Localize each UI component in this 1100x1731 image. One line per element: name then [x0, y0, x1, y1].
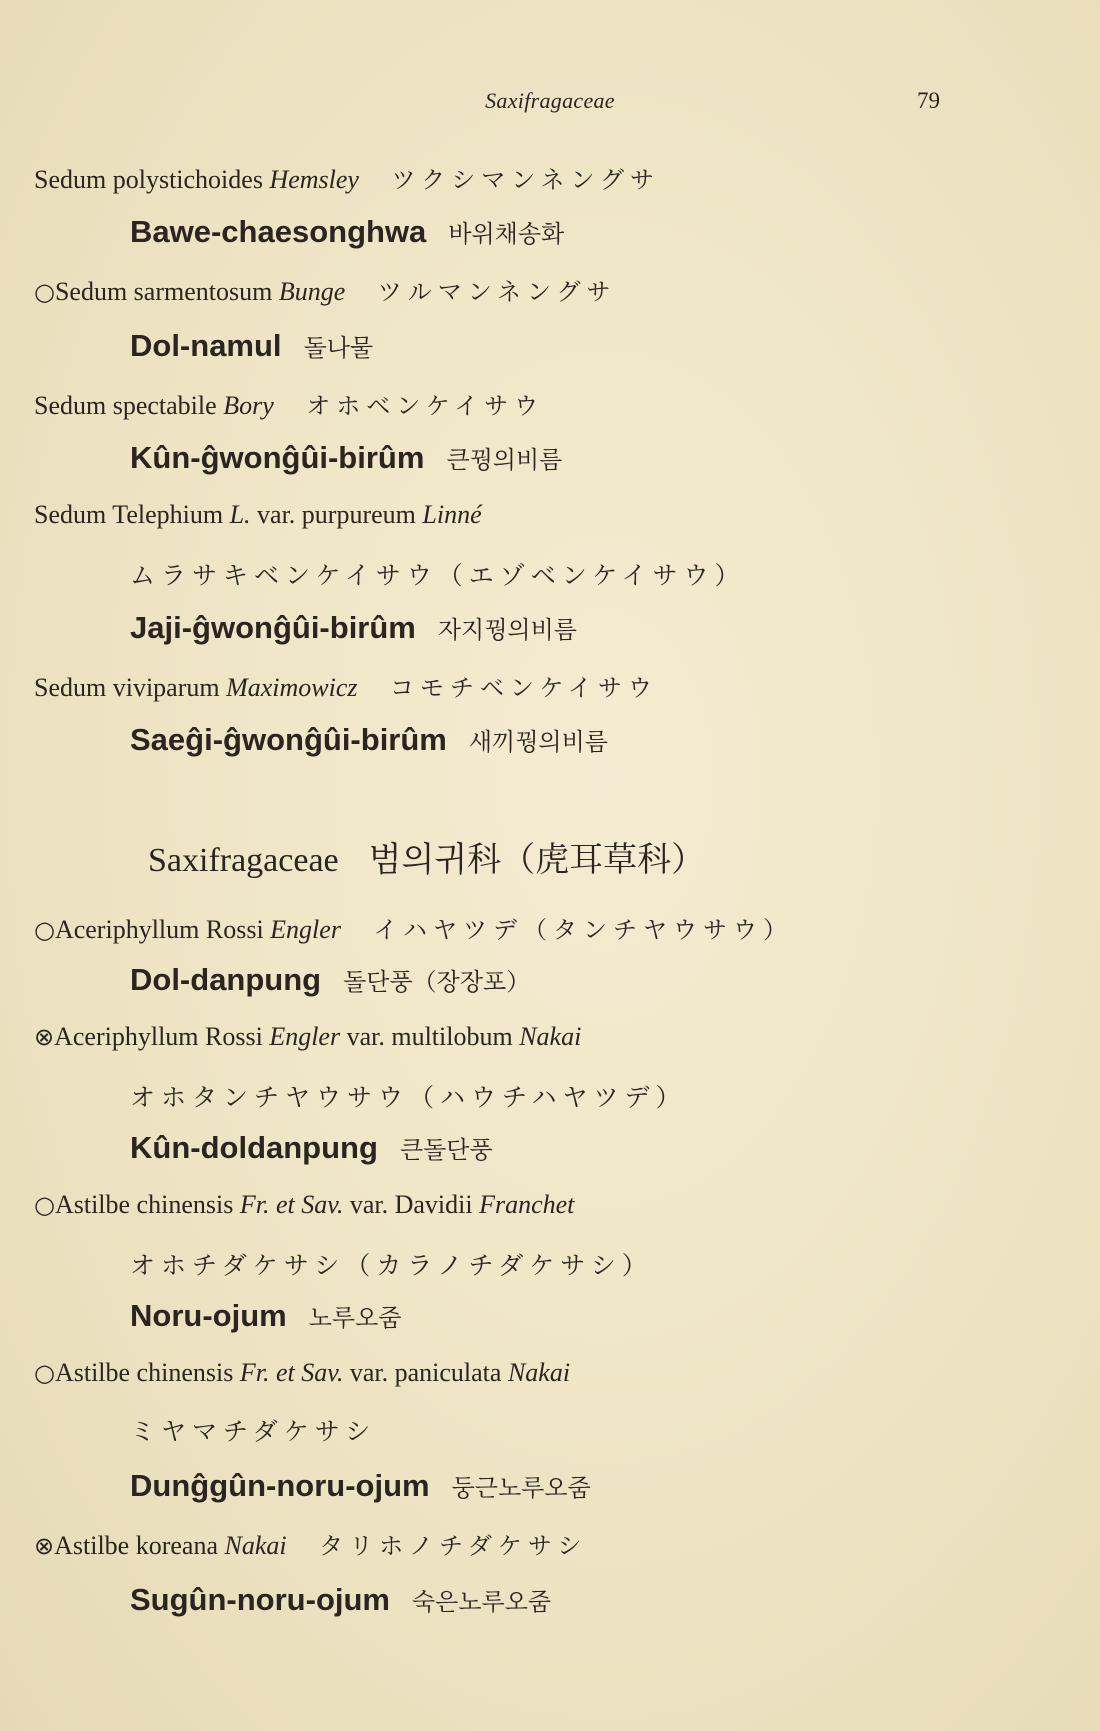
variety-author: Nakai	[507, 1358, 571, 1387]
korean-romanized: Kûn-doldanpung	[130, 1130, 378, 1165]
species-author: Maximowicz	[226, 673, 358, 702]
status-symbol: ○	[34, 1191, 55, 1219]
variety-author: Nakai	[519, 1022, 582, 1051]
korean-romanized: Sugûn-noru-ojum	[130, 1582, 390, 1617]
status-symbol: ○	[34, 1359, 55, 1387]
variety-name: var. Davidii	[349, 1190, 473, 1219]
species-line	[34, 910, 793, 945]
variety-author: Linné	[422, 500, 482, 529]
species-name: Astilbe koreana	[54, 1531, 218, 1560]
korean-hangul: 자지꿩의비름	[437, 616, 577, 644]
korean-hangul: 돌나물	[303, 334, 374, 362]
species-name: Sedum Telephium	[34, 500, 224, 529]
species-line	[34, 160, 660, 195]
status-symbol: ○	[34, 916, 55, 944]
korean-name-line	[130, 1582, 551, 1618]
page-number: 79	[917, 88, 940, 113]
korean-hangul: 노루오줌	[308, 1304, 402, 1332]
running-header: Saxifragaceae	[485, 88, 615, 113]
species-author: Engler	[270, 915, 341, 944]
species-line	[34, 500, 482, 530]
japanese-name-line: オホタンチヤウサウ（ハウチハヤツデ）	[130, 1085, 687, 1112]
korean-romanized: Dol-danpung	[130, 962, 322, 997]
korean-name-line	[130, 1130, 493, 1166]
japanese-name: コモチベンケイサウ	[390, 676, 658, 702]
japanese-name: ツルマンネングサ	[377, 280, 617, 306]
korean-name-line	[130, 722, 608, 758]
korean-romanized: Kûn-ĝwonĝûi-birûm	[130, 440, 425, 475]
family-heading	[148, 832, 705, 881]
status-symbol: ⊗	[34, 1532, 55, 1560]
species-author: Fr. et Sav.	[239, 1358, 344, 1387]
variety-name: var. multilobum	[346, 1022, 513, 1051]
species-name: Sedum viviparum	[34, 673, 220, 702]
korean-romanized: Dunĝgûn-noru-ojum	[130, 1468, 430, 1503]
family-native-name: 범의귀科（虎耳草科）	[368, 840, 706, 880]
species-name: Sedum sarmentosum	[54, 277, 273, 306]
korean-name-line	[130, 1298, 401, 1334]
japanese-name: タリホノチダケサシ	[319, 1534, 588, 1560]
variety-author: Franchet	[479, 1190, 575, 1219]
japanese-name: オホベンケイサウ	[306, 394, 545, 420]
korean-hangul: 새끼꿩의비름	[468, 728, 608, 756]
korean-romanized: Jaji-ĝwonĝûi-birûm	[130, 610, 416, 645]
korean-name-line	[130, 610, 577, 646]
korean-romanized: Dol-namul	[130, 328, 282, 363]
species-line	[34, 386, 544, 421]
species-author: Fr. et Sav.	[239, 1190, 344, 1219]
variety-name: var. purpureum	[257, 500, 416, 529]
species-name: Astilbe chinensis	[54, 1358, 234, 1387]
species-author: L.	[229, 500, 251, 529]
korean-romanized: Noru-ojum	[130, 1298, 287, 1333]
species-author: Engler	[269, 1022, 341, 1051]
korean-name-line	[130, 1468, 591, 1504]
species-name: Sedum spectabile	[34, 391, 217, 420]
species-author: Hemsley	[269, 165, 359, 194]
species-line	[34, 272, 617, 307]
species-line	[34, 1358, 570, 1388]
species-line	[34, 1526, 587, 1561]
korean-romanized: Bawe-chaesonghwa	[130, 214, 427, 249]
japanese-name-line: ムラサキベンケイサウ（エゾベンケイサウ）	[130, 563, 746, 590]
species-author: Bunge	[278, 277, 346, 306]
japanese-name: ツクシマンネングサ	[391, 168, 661, 194]
korean-hangul: 큰꿩의비름	[446, 446, 563, 474]
species-author: Bory	[223, 391, 274, 420]
korean-name-line	[130, 328, 373, 364]
korean-name-line	[130, 214, 564, 250]
japanese-name-line: ミヤマチダケサシ	[130, 1419, 377, 1446]
korean-hangul: 숙은노루오줌	[412, 1588, 552, 1616]
korean-name-line	[130, 962, 530, 998]
species-line	[34, 1022, 581, 1052]
species-author: Nakai	[224, 1531, 287, 1560]
species-name: Astilbe chinensis	[54, 1190, 234, 1219]
status-symbol: ○	[34, 278, 55, 306]
japanese-name-line: オホチダケサシ（カラノチダケサシ）	[130, 1253, 653, 1280]
family-latin-name: Saxifragaceae	[148, 842, 339, 879]
species-line	[34, 668, 658, 703]
species-name: Aceriphyllum Rossi	[54, 1022, 263, 1051]
status-symbol: ⊗	[34, 1023, 55, 1051]
korean-hangul: 둥근노루오줌	[451, 1474, 591, 1502]
korean-hangul: 큰돌단풍	[399, 1136, 493, 1164]
variety-name: var. paniculata	[349, 1358, 502, 1387]
species-line	[34, 1190, 574, 1220]
japanese-name: イハヤツデ（タンチヤウサウ）	[373, 918, 793, 944]
korean-hangul: 돌단풍（장장포）	[343, 968, 531, 996]
korean-hangul: 바위채송화	[448, 220, 565, 248]
korean-name-line	[130, 440, 562, 476]
species-name: Aceriphyllum Rossi	[54, 915, 264, 944]
species-name: Sedum polystichoides	[34, 165, 263, 194]
korean-romanized: Saeĝi-ĝwonĝûi-birûm	[130, 722, 447, 757]
